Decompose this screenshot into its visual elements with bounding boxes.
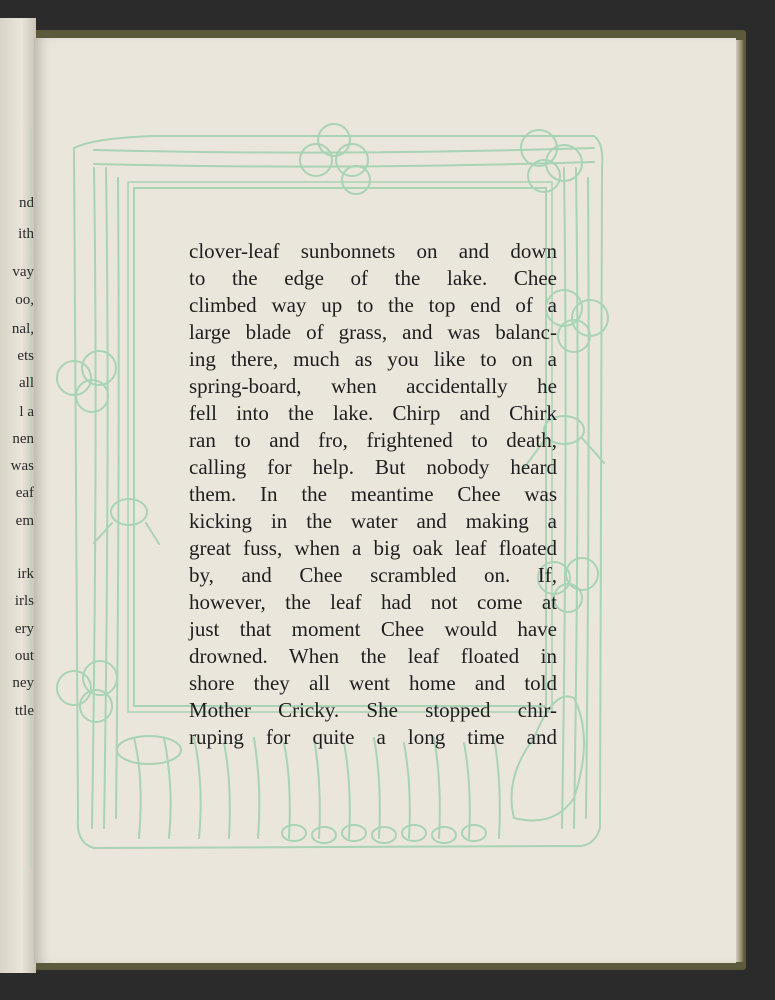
prev-fragment: ery <box>14 621 34 637</box>
prev-fragment: ney <box>12 675 34 691</box>
prev-fragment: nen <box>12 431 34 447</box>
story-line: kicking in the water and making a <box>189 509 557 533</box>
prev-fragment: em <box>15 513 34 529</box>
prev-fragment: nd <box>19 195 34 211</box>
prev-fragment: out <box>14 648 34 664</box>
story-line: spring-board, when accidentally he <box>189 374 557 398</box>
prev-fragment: nal, <box>11 321 34 337</box>
prev-fragment: all <box>19 375 34 391</box>
book-page <box>34 38 736 963</box>
prev-fragment: ets <box>17 348 34 364</box>
story-line: calling for help. But nobody heard <box>189 455 557 479</box>
story-line: just that moment Chee would have <box>189 617 557 641</box>
page-edge-right <box>736 40 744 962</box>
prev-fragment: ith <box>18 226 34 242</box>
story-line: ing there, much as you like to on a <box>189 347 557 371</box>
story-line: clover-leaf sunbonnets on and down <box>189 239 557 263</box>
story-line: Mother Cricky. She stopped chir- <box>189 698 557 722</box>
story-line: fell into the lake. Chirp and Chirk <box>189 401 557 425</box>
story-line: large blade of grass, and was balanc- <box>189 320 557 344</box>
prev-fragment: oo, <box>15 292 34 308</box>
story-text <box>189 238 557 751</box>
previous-page-edge <box>0 18 36 973</box>
story-line: shore they all went home and told <box>189 671 557 695</box>
story-line: ruping for quite a long time and <box>189 725 557 749</box>
prev-fragment: eaf <box>15 485 34 501</box>
story-line: them. In the meantime Chee was <box>189 482 557 506</box>
prev-fragment: vay <box>12 264 34 280</box>
prev-fragment: was <box>10 458 34 474</box>
story-line: ran to and fro, frightened to death, <box>189 428 557 452</box>
prev-fragment: l a <box>19 404 34 420</box>
story-line: by, and Chee scrambled on. If, <box>189 563 557 587</box>
prev-fragment: irk <box>17 566 34 582</box>
story-line: great fuss, when a big oak leaf floated <box>189 536 557 560</box>
story-line: drowned. When the leaf floated in <box>189 644 557 668</box>
prev-fragment: irls <box>14 593 34 609</box>
story-line: climbed way up to the top end of a <box>189 293 557 317</box>
story-line: however, the leaf had not come at <box>189 590 557 614</box>
prev-fragment: ttle <box>14 703 34 719</box>
story-line: to the edge of the lake. Chee <box>189 266 557 290</box>
